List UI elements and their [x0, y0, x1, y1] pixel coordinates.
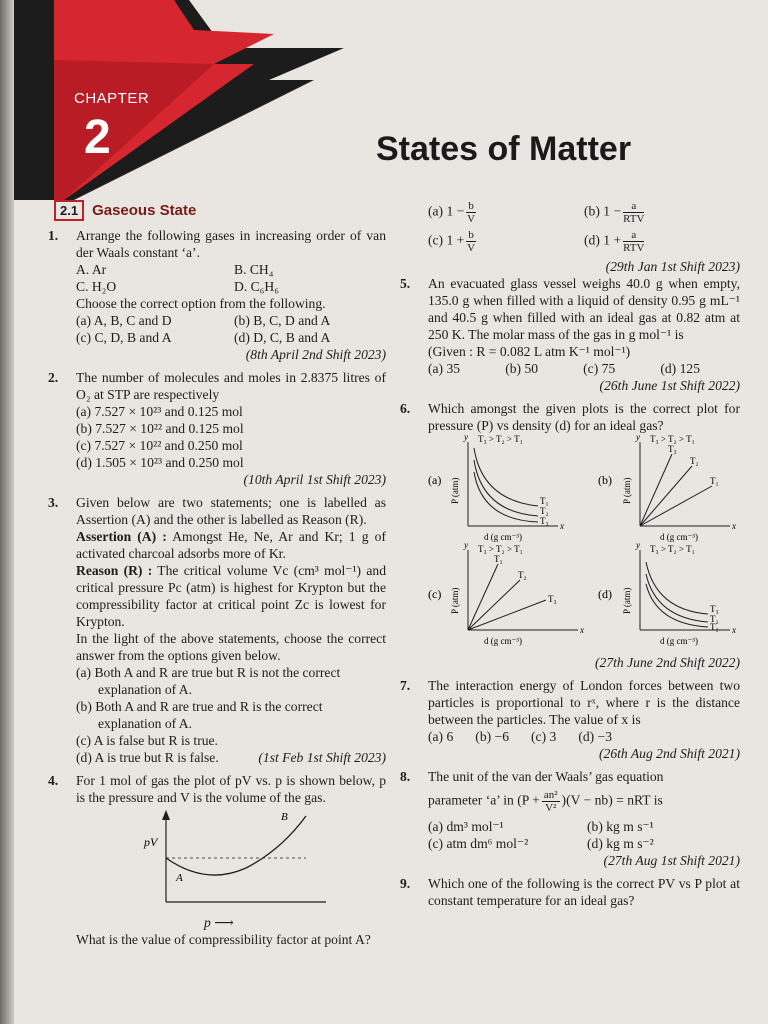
question-7 [400, 677, 740, 762]
plot-label: (c) [428, 587, 442, 601]
gas-item: B. CH₄ [234, 262, 274, 277]
axis-x: x [732, 521, 736, 531]
question-stem: Which one of the following is the correct PV vs P plot at constant temperature for an ideal gas? [428, 876, 740, 908]
option: (b) 7.527 × 10²² and 0.125 mol [76, 421, 244, 436]
x-axis-label: d (g cm⁻³) [484, 532, 522, 542]
question-stem: The number of molecules and moles in 2.8375 litres of O₂ at STP are respectively [76, 370, 386, 402]
option: (d) 1.505 × 10²³ and 0.250 mol [76, 455, 244, 470]
option: (c) C, D, B and A [76, 330, 172, 345]
left-column [48, 200, 386, 954]
curve-label: T₁ [710, 476, 719, 486]
exam-source: (27th Aug 1st Shift 2021) [603, 853, 740, 868]
option: (b) B, C, D and A [234, 313, 331, 328]
plot-b [598, 434, 736, 542]
x-axis-label: d (g cm⁻³) [660, 532, 698, 542]
option: (c) 3 [531, 729, 557, 744]
y-axis-label: P (atm) [450, 477, 460, 504]
option: (a) 35 [428, 361, 461, 376]
option: (d) −3 [578, 729, 613, 744]
chapter-label: CHAPTER [74, 90, 150, 107]
option-d: (d) 1 + $\frac{a}{\text{RTV}}$ [584, 229, 645, 254]
question-2 [48, 369, 386, 488]
exam-source: (26th Aug 2nd Shift 2021) [599, 746, 740, 761]
x-axis-label: d (g cm⁻³) [660, 636, 698, 646]
plot-label: (a) [428, 473, 442, 487]
question-number: 2. [48, 370, 59, 385]
pv-vs-p-graph [76, 806, 376, 910]
question-stem: The interaction energy of London forces between two particles is proportional to rˣ, where r is the distance between the particles. The value of x is [428, 678, 740, 727]
exam-source: (27th June 2nd Shift 2022) [595, 655, 740, 670]
section-heading [54, 200, 386, 221]
question-5 [400, 275, 740, 394]
temp-order: T₃ > T₂ > T₁ [478, 434, 523, 444]
question-text: What is the value of compressibility factor at point A? [76, 932, 371, 947]
axis-x: x [580, 625, 584, 635]
point-b-label: B [281, 811, 288, 823]
option: (b) −6 [475, 729, 510, 744]
option: (d) D, C, B and A [234, 330, 331, 345]
axis-x: x [732, 625, 736, 635]
section-number: 2.1 [54, 200, 84, 221]
question-number: 9. [400, 876, 411, 891]
plot-d [598, 540, 736, 646]
graph-x-label: p [204, 915, 211, 930]
question-number: 3. [48, 495, 59, 510]
option: (b) Both A and R are true and R is the correct explanation of A. [76, 699, 323, 731]
curve-label: T₃ [710, 604, 719, 614]
option: (d) A is true but R is false. [76, 750, 219, 765]
question-3 [48, 494, 386, 766]
options [76, 312, 386, 346]
options [428, 360, 740, 377]
option: (a) 7.527 × 10²³ and 0.125 mol [76, 404, 243, 419]
options [428, 818, 740, 852]
option: (d) 125 [660, 361, 700, 376]
pressure-density-plots [428, 434, 740, 650]
chapter-title: States of Matter [376, 130, 632, 168]
plot-a [428, 434, 564, 542]
question-number: 6. [400, 401, 411, 416]
section-title: Gaseous State [92, 202, 197, 219]
point-a-label: A [176, 872, 183, 884]
gas-item: D. C₆H₆ [234, 279, 279, 294]
x-axis-label: d (g cm⁻³) [484, 636, 522, 646]
option: (c) 7.527 × 10²² and 0.250 mol [76, 438, 243, 453]
arrow-right-icon: ⟶ [214, 915, 234, 930]
option: (b) kg m s⁻¹ [587, 819, 654, 834]
assertion [76, 528, 386, 562]
axis-x: x [560, 521, 564, 531]
page-binding-edge [0, 0, 14, 1024]
question-1 [48, 227, 386, 363]
option: (c) atm dm⁶ mol⁻² [428, 836, 529, 851]
exam-source: (1st Feb 1st Shift 2023) [258, 750, 386, 765]
plot-label: (b) [598, 473, 612, 487]
graph-x-axis [204, 914, 386, 931]
assertion-label: Assertion (A) : [76, 529, 167, 544]
reason [76, 562, 386, 630]
curve-label: T₂ [710, 614, 719, 624]
curve-label: T₃ [548, 594, 557, 604]
curve-label: T₂ [690, 456, 699, 466]
question-stem: Which amongst the given plots is the correct plot for pressure (P) vs density (d) for an ideal gas? [428, 401, 740, 433]
assertion-text: Amongst He, Ne, Ar and Kr; 1 g of activated charcoal adsorbs more of Kr. [76, 529, 386, 561]
y-axis-label: P (atm) [622, 477, 632, 504]
temp-order: T₃ > T₂ > T₁ [650, 434, 695, 444]
option: (c) A is false but R is true. [76, 733, 218, 748]
question-8 [400, 768, 740, 869]
gas-item: A. Ar [76, 262, 107, 277]
option: (a) 6 [428, 729, 454, 744]
choose-instruction: In the light of the above statements, choose the correct answer from the options given below. [76, 631, 386, 663]
reason-label: Reason (R) : [76, 563, 153, 578]
question-stem: The unit of the van der Waals’ gas equation [428, 769, 664, 784]
plot-c [428, 540, 584, 646]
right-column [400, 200, 740, 915]
question-stem: For 1 mol of gas the plot of pV vs. p is shown below, p is the pressure and V is the volume of the gas. [76, 773, 386, 805]
gas-item: C. H₂O [76, 279, 117, 294]
curve-label: T₁ [540, 496, 549, 506]
option: (a) A, B, C and D [76, 313, 172, 328]
exam-source: (8th April 2nd Shift 2023) [245, 347, 386, 362]
curve-label: T₂ [540, 506, 549, 516]
exam-source: (29th Jan 1st Shift 2023) [605, 259, 740, 274]
reason-text: The critical volume Vc (cm³ mol⁻¹) and critical pressure Pc (atm) is highest for Krypton but the compressibility factor at critical point Zc is lowest for Krypton. [76, 563, 386, 629]
exam-source: (10th April 1st Shift 2023) [243, 472, 386, 487]
curve-label: T₁ [710, 622, 719, 632]
options [428, 728, 740, 745]
axis-y: y [636, 434, 640, 442]
chapter-header [14, 0, 768, 200]
y-axis-label: P (atm) [450, 587, 460, 614]
plot-label: (d) [598, 587, 612, 601]
question-number: 4. [48, 773, 59, 788]
gas-list [76, 261, 386, 295]
option: (d) kg m s⁻² [587, 836, 654, 851]
option: (c) 75 [583, 361, 616, 376]
choose-instruction: Choose the correct option from the following. [76, 296, 326, 311]
question-number: 8. [400, 769, 411, 784]
temp-order: T₃ > T₂ > T₁ [650, 544, 695, 554]
option-a: (a) 1 − $\frac{b}{V}$ [428, 200, 476, 225]
given-constant: (Given : R = 0.082 L atm K⁻¹ mol⁻¹) [428, 344, 631, 359]
axis-y: y [464, 540, 468, 550]
q4-options [400, 200, 740, 275]
axis-y: y [464, 434, 468, 442]
question-number: 5. [400, 276, 411, 291]
chapter-number: 2 [84, 111, 111, 164]
curve-label: T₃ [540, 516, 549, 526]
curve-label: T₃ [668, 444, 677, 454]
option: (b) 50 [505, 361, 539, 376]
option-b: (b) 1 − $\frac{a}{\text{RTV}}$ [584, 200, 645, 225]
question-stem: Arrange the following gases in increasing order of van der Waals constant ‘a’. [76, 228, 386, 260]
question-stem: An evacuated glass vessel weighs 40.0 g when empty, 135.0 g when filled with a liquid of density 0.95 g mL⁻¹ and 40.5 g when filled with an ideal gas at 0.82 atm at 250 K. The molar mass of the gas in g mol⁻¹ is [428, 276, 740, 342]
option: (a) Both A and R are true but R is not the correct explanation of A. [76, 665, 341, 697]
option: (a) dm³ mol⁻¹ [428, 819, 504, 834]
curve-label: T₁ [494, 554, 503, 564]
temp-order: T₃ > T₂ > T₁ [478, 544, 523, 554]
question-6 [400, 400, 740, 671]
question-4 [48, 772, 386, 948]
van-der-waals-equation: parameter ‘a’ in (P + $\frac{\text{an²}}{\text{V²}}$ )(V − nb) = nRT is [428, 789, 663, 814]
graph-y-label: pV [144, 835, 158, 849]
option-c: (c) 1 + $\frac{b}{V}$ [428, 229, 476, 254]
question-number: 7. [400, 678, 411, 693]
curve-label: T₂ [518, 570, 527, 580]
question-number: 1. [48, 228, 59, 243]
question-9 [400, 875, 740, 909]
exam-source: (26th June 1st Shift 2022) [599, 378, 740, 393]
axis-y: y [636, 540, 640, 550]
y-axis-label: P (atm) [622, 587, 632, 614]
question-stem: Given below are two statements; one is labelled as Assertion (A) and the other is labelled as Reason (R). [76, 495, 386, 527]
